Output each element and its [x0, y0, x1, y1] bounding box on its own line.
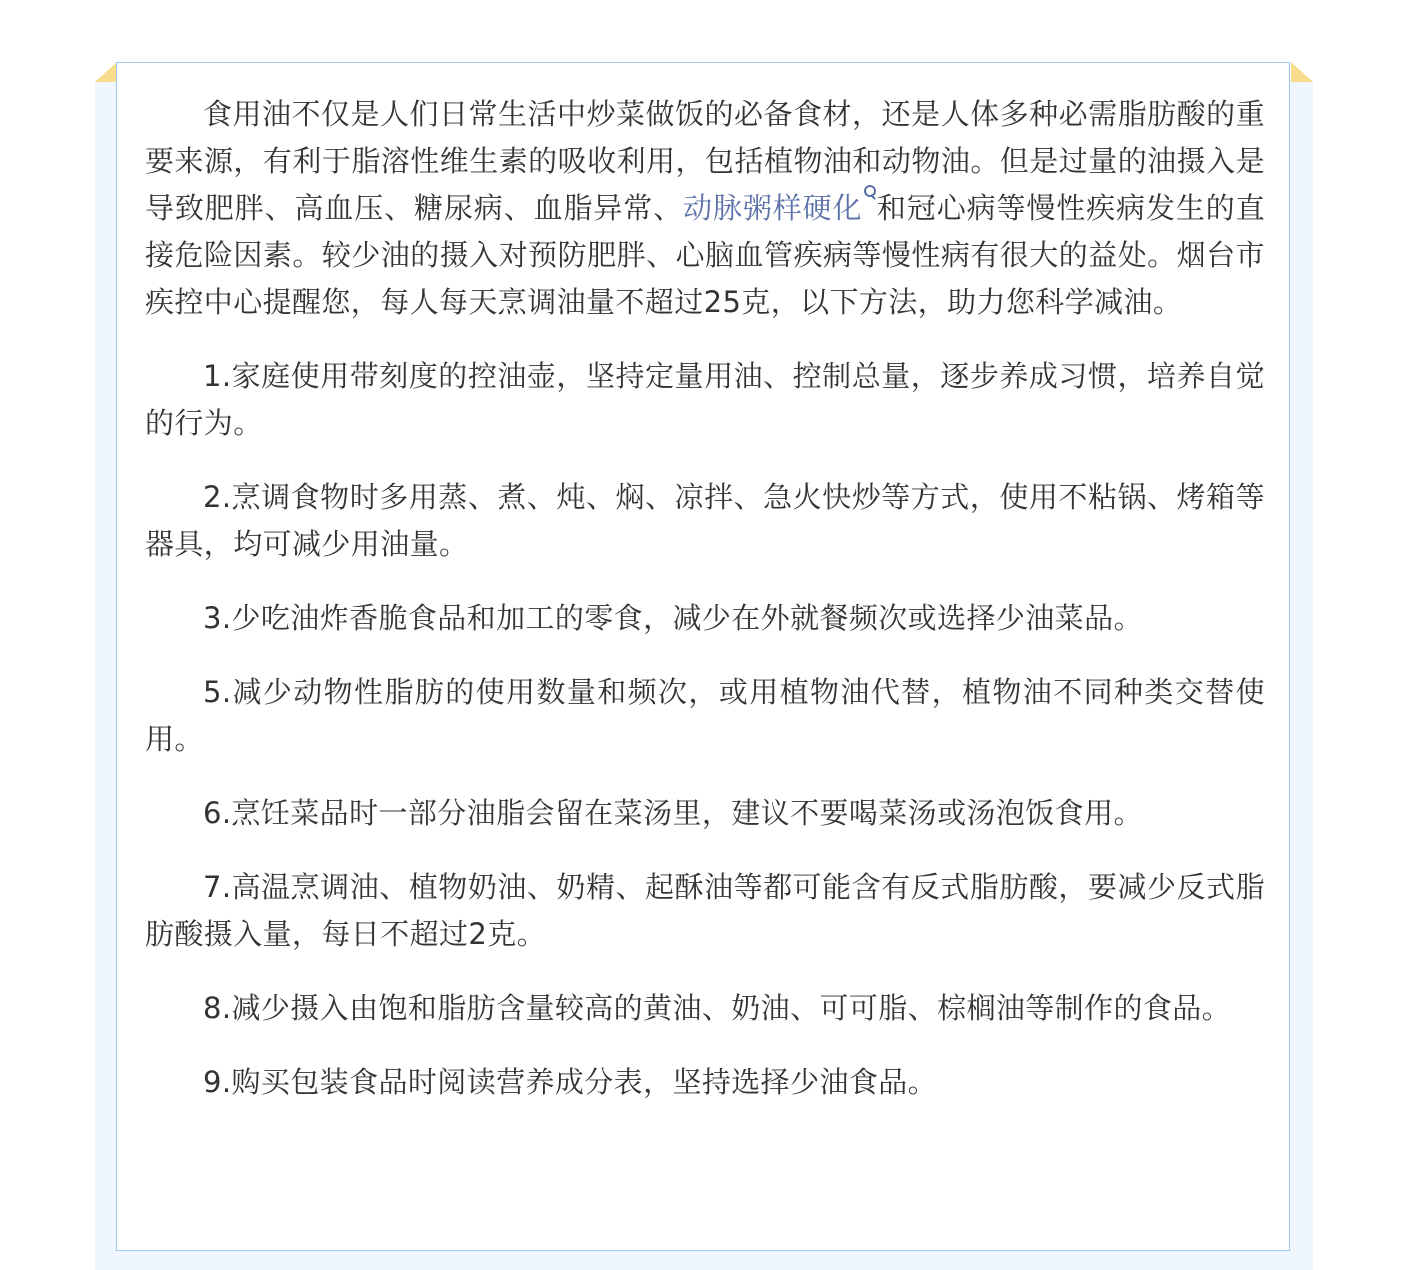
tip-paragraph: 6.烹饪菜品时一部分油脂会留在菜汤里，建议不要喝菜汤或汤泡饭食用。: [203, 796, 1143, 830]
search-icon[interactable]: [862, 185, 876, 203]
intro-text-before-link: 食用油不仅是人们日常生活中炒菜做饭的必备食材，还是人体多种必需脂肪酸的重要来源，有利于脂溶性维生素的吸收利用，包括植物油和动物油。但是过量的油摄入是导致肥胖、高血压、糖尿病、血脂异常、: [145, 97, 1265, 225]
tip-paragraph: 1.家庭使用带刻度的控油壶，坚持定量用油、控制总量，逐步养成习惯，培养自觉的行为。: [145, 359, 1265, 440]
corner-decoration-left: [95, 62, 117, 82]
intro-paragraph: [145, 91, 1265, 326]
article-content: [145, 91, 1265, 1133]
tip-paragraph: 3.少吃油炸香脆食品和加工的零食，减少在外就餐频次或选择少油菜品。: [203, 601, 1143, 635]
corner-decoration-right: [1291, 62, 1313, 82]
tip-paragraph: 5.减少动物性脂肪的使用数量和频次，或用植物油代替，植物油不同种类交替使用。: [145, 675, 1265, 756]
article-card: [116, 62, 1290, 1251]
tip-paragraph: 8.减少摄入由饱和脂肪含量较高的黄油、奶油、可可脂、棕榈油等制作的食品。: [203, 991, 1232, 1025]
intro-text-after-link: 和冠心病等慢性疾病发生的直接危险因素。较少油的摄入对预防肥胖、心脑血管疾病等慢性病有很大的益处。烟台市疾控中心提醒您，每人每天烹调油量不超过25克，以下方法，助力您科学减油。: [145, 191, 1266, 319]
tip-paragraph: 7.高温烹调油、植物奶油、奶精、起酥油等都可能含有反式脂肪酸，要减少反式脂肪酸摄入量，每日不超过2克。: [145, 870, 1265, 951]
keyword-link[interactable]: 动脉粥样硬化: [683, 191, 863, 225]
tip-paragraph: 9.购买包装食品时阅读营养成分表，坚持选择少油食品。: [203, 1065, 938, 1099]
tip-paragraph: 2.烹调食物时多用蒸、煮、炖、焖、凉拌、急火快炒等方式，使用不粘锅、烤箱等器具，均可减少用油量。: [145, 480, 1265, 561]
